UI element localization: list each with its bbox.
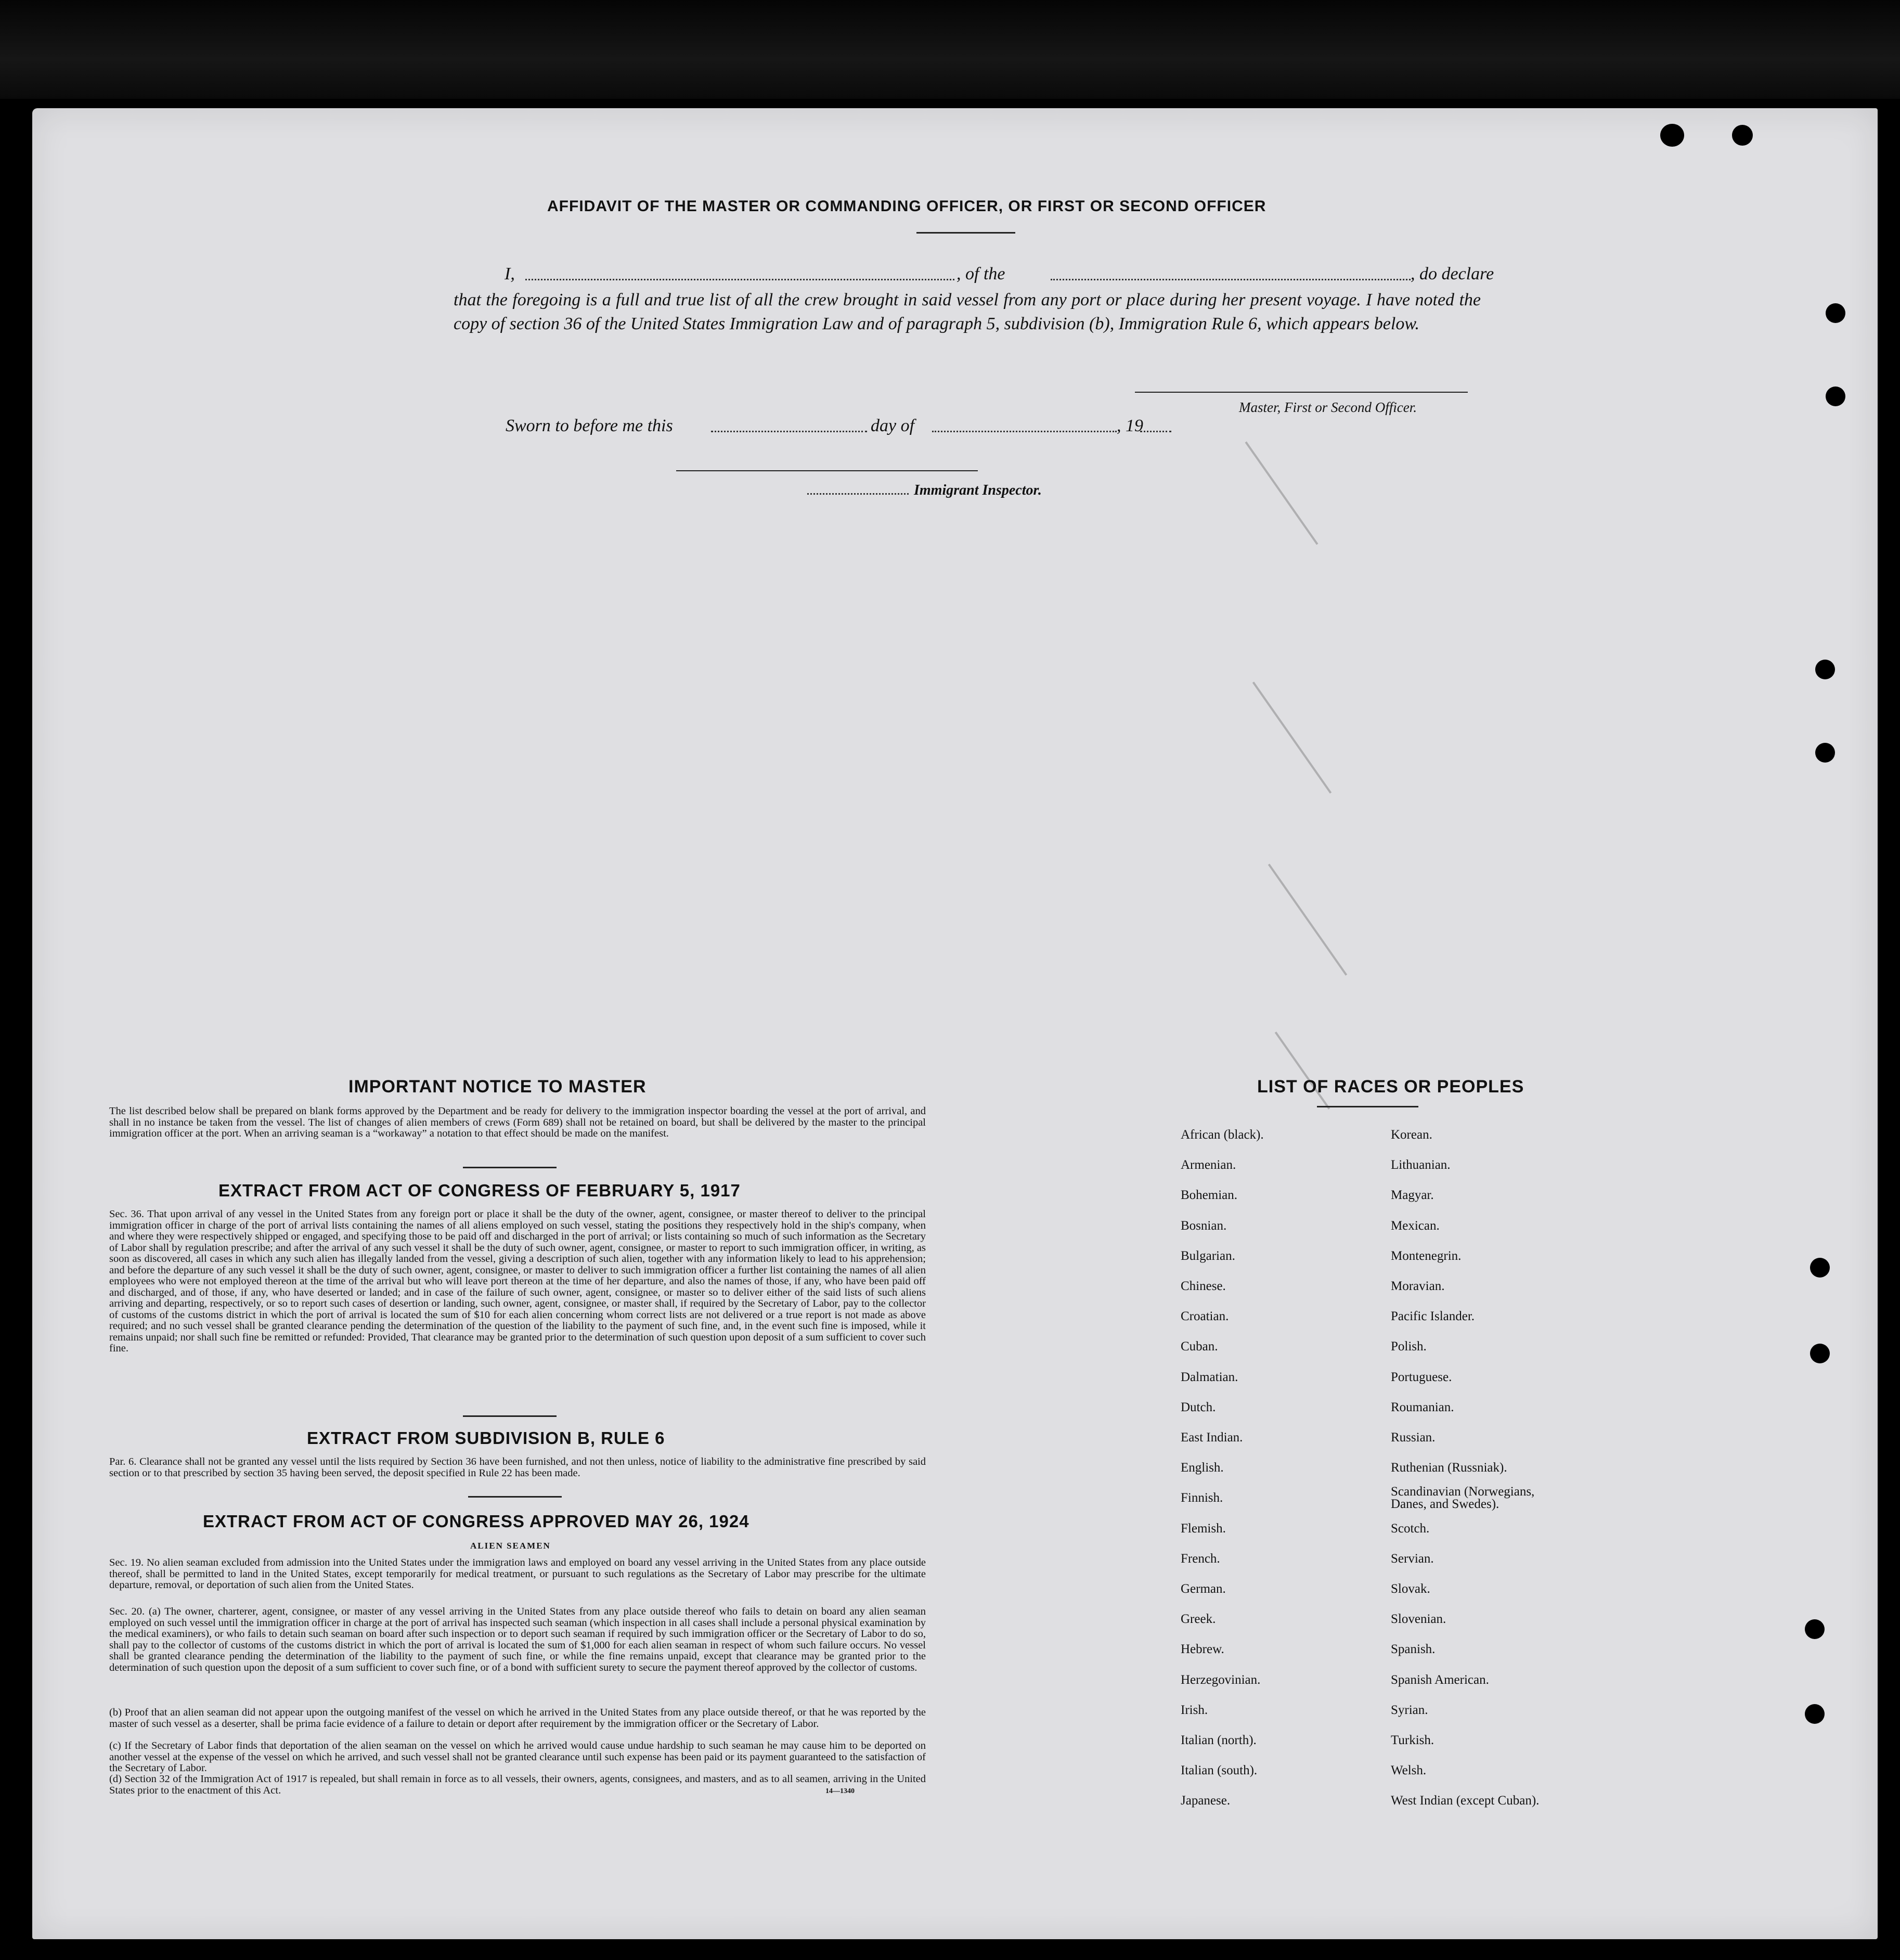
name-field[interactable] — [525, 279, 954, 280]
race-entry: Greek. — [1181, 1612, 1216, 1627]
notice-text: The list described below shall be prepared on blank forms approved by the Department and be ready for delivery to the immigration inspector boarding the vessel at the port of arrival, and shall in no instance be taken from the vessel. The list of changes of alien members of crews (Form 689) shall not be retained on board, but shall be delivered by the master to the principal immigration officer at the port. When an arriving seaman is a “workaway” a notation to that effect should be made on the manifest. — [109, 1105, 926, 1139]
race-entry: Portuguese. — [1391, 1370, 1452, 1384]
race-entry: East Indian. — [1181, 1430, 1243, 1445]
race-entry: West Indian (except Cuban). — [1391, 1794, 1540, 1808]
race-entry: Moravian. — [1391, 1279, 1445, 1293]
race-entry: Hebrew. — [1181, 1642, 1224, 1657]
form-number: 14—1340 — [825, 1787, 855, 1795]
extract-rule6-text: Par. 6. Clearance shall not be granted any vessel until the lists required by Section 36 have been furnished, and not then unless, notice of liability to the administrative fine prescribed by said section or to that prescribed by section 35 having been served, the deposit specified in Rule 22 has been made. — [109, 1456, 926, 1479]
extract-1924-p3: (b) Proof that an alien seaman did not appear upon the outgoing manifest of the vessel on which he arrived in the United States from any place outside thereof, or that he was reported by the master of such vessel as a deserter, shall be prima facie evidence of a failure to detain or deport after requirement by the immigration officer or the Secretary of Labor. — [109, 1707, 926, 1730]
section-divider — [468, 1496, 562, 1498]
race-entry: Armenian. — [1181, 1158, 1236, 1172]
race-entry: Italian (south). — [1181, 1763, 1258, 1778]
sworn-start: Sworn to before me this — [506, 416, 673, 435]
race-entry: Lithuanian. — [1391, 1158, 1451, 1172]
race-entry: Herzegovinian. — [1181, 1672, 1261, 1687]
punch-hole — [1810, 1258, 1830, 1278]
alien-seamen-subtitle: ALIEN SEAMEN — [470, 1541, 551, 1551]
race-entry: Dalmatian. — [1181, 1370, 1238, 1384]
race-entry: Croatian. — [1181, 1309, 1229, 1324]
race-entry: Irish. — [1181, 1703, 1208, 1717]
race-entry: Polish. — [1391, 1339, 1427, 1354]
section-divider — [463, 1415, 557, 1417]
punch-hole — [1805, 1619, 1825, 1639]
race-entry: Welsh. — [1391, 1763, 1427, 1778]
race-entry: Spanish. — [1391, 1642, 1436, 1657]
affidavit-body: that the foregoing is a full and true list of all the crew brought in said vessel from any port or place during her present voyage. I have noted the copy of section 36 of the United States Immigration Law and of paragraph 5, subdivision (b), Immigration Rule 6, which appears below. — [454, 290, 1481, 333]
race-entry: English. — [1181, 1461, 1224, 1475]
punch-hole — [1826, 386, 1845, 406]
race-entry: Syrian. — [1391, 1703, 1428, 1717]
sworn-year: , 19 — [1117, 416, 1143, 435]
race-entry: Spanish American. — [1391, 1672, 1489, 1687]
affidavit-line1-mid: , of the — [957, 264, 1005, 283]
extract-rule6-title: EXTRACT FROM SUBDIVISION B, RULE 6 — [307, 1428, 665, 1448]
punch-hole — [1810, 1344, 1830, 1363]
race-entry: Korean. — [1391, 1128, 1432, 1142]
punch-hole — [1805, 1704, 1825, 1724]
notice-title: IMPORTANT NOTICE TO MASTER — [348, 1077, 647, 1097]
race-entry: Scandinavian (Norwegians, Danes, and Swedes). — [1391, 1485, 1535, 1512]
bleed-through-mark — [1275, 1031, 1330, 1110]
extract-1924-p2: Sec. 20. (a) The owner, charterer, agent, consignee, or master of any vessel arriving in the United States from any place outside thereof who fails to detain on board any alien seaman employed on such vessel until the immigration officer in charge at the port of arrival has inspected such seaman (which inspection in all cases shall include a personal physical examination by the medical examiners), or who fails to detain such seaman on board after such inspection or to deport such seaman if required by such immigration officer or the Secretary of Labor to do so, shall pay to the collector of customs of the customs district in which the port of arrival is located the sum of $1,000 for each alien seaman in respect of whom such failure occurs. No vessel shall be granted clearance pending the determination of the liability to the payment of such fine, or while the fine remains unpaid, except that clearance may be granted prior to the determination of such question upon the deposit of a sum sufficient to cover such fine, or of a bond with sufficient surety to secure the payment thereof approved by the collector of customs. — [109, 1606, 926, 1673]
race-entry: Finnish. — [1181, 1491, 1223, 1505]
race-entry: Chinese. — [1181, 1279, 1226, 1293]
affidavit-title: AFFIDAVIT OF THE MASTER OR COMMANDING OFFICER, OR FIRST OR SECOND OFFICER — [547, 198, 1266, 215]
race-entry: Pacific Islander. — [1391, 1309, 1475, 1324]
race-entry: Turkish. — [1391, 1733, 1434, 1747]
inspector-label: Immigrant Inspector. — [914, 482, 1042, 498]
section-divider — [463, 1167, 557, 1168]
race-entry: Scotch. — [1391, 1521, 1430, 1536]
race-entry: Italian (north). — [1181, 1733, 1257, 1747]
race-entry: Servian. — [1391, 1551, 1434, 1566]
sworn-year-field[interactable] — [1140, 431, 1171, 432]
race-entry: Slovenian. — [1391, 1612, 1446, 1627]
document-page — [32, 108, 1878, 1939]
sworn-day-field[interactable] — [711, 431, 867, 432]
race-entry: Bosnian. — [1181, 1218, 1227, 1233]
race-entry: Mexican. — [1391, 1218, 1440, 1233]
punch-hole — [1815, 660, 1835, 679]
extract-1924-title: EXTRACT FROM ACT OF CONGRESS APPROVED MAY 26, 1924 — [203, 1512, 749, 1531]
extract-1924-p4: (c) If the Secretary of Labor finds that deportation of the alien seaman on the vessel on which he arrived would cause undue hardship to such seaman he may cause him to be deported on another vessel at the expense of the vessel on which he arrived, and such vessel shall not be granted clearance until such expense has been paid or its payment guaranteed to the satisfaction of the Secretary of Labor. — [109, 1740, 926, 1774]
inspector-signature-line[interactable] — [676, 470, 978, 471]
race-entry: Slovak. — [1391, 1582, 1430, 1596]
race-entry: French. — [1181, 1551, 1220, 1566]
affidavit-line1-start: I, — [505, 264, 515, 283]
inspector-dots — [807, 493, 909, 495]
affidavit-line1-end: , do declare — [1411, 264, 1494, 283]
race-entry: Dutch. — [1181, 1400, 1216, 1414]
punch-hole — [1660, 124, 1684, 147]
race-entry: Montenegrin. — [1391, 1248, 1462, 1263]
punch-hole — [1826, 303, 1845, 323]
vessel-field[interactable] — [1051, 279, 1411, 280]
races-title-underline — [1317, 1106, 1418, 1107]
race-entry: German. — [1181, 1582, 1226, 1596]
race-entry: Cuban. — [1181, 1339, 1218, 1354]
scanner-top-strip — [0, 0, 1900, 99]
extract-1917-title: EXTRACT FROM ACT OF CONGRESS OF FEBRUARY 5, 1917 — [218, 1181, 741, 1200]
race-entry: Magyar. — [1391, 1188, 1434, 1203]
race-entry: Roumanian. — [1391, 1400, 1454, 1414]
sworn-month-field[interactable] — [932, 431, 1117, 432]
races-title: LIST OF RACES OR PEOPLES — [1257, 1077, 1524, 1097]
punch-hole — [1732, 125, 1753, 146]
race-entry: Japanese. — [1181, 1794, 1231, 1808]
bleed-through-mark — [1245, 442, 1319, 545]
signature-line[interactable] — [1135, 392, 1468, 393]
extract-1924-p1: Sec. 19. No alien seaman excluded from admission into the United States under the immigration laws and employed on board any vessel arriving in the United States from any place outside thereof, shall be permitted to land in the United States, except temporarily for medical treatment, or pursuant to such regulations as the Secretary of Labor may prescribe for the ultimate departure, removal, or deportation of such alien from the United States. — [109, 1557, 926, 1591]
bleed-through-mark — [1268, 863, 1347, 975]
signature-label: Master, First or Second Officer. — [1239, 399, 1417, 415]
sworn-day-of: day of — [871, 416, 915, 435]
race-entry: Bohemian. — [1181, 1188, 1238, 1203]
title-underline — [916, 232, 1015, 234]
bleed-through-mark — [1252, 681, 1332, 793]
race-entry: Ruthenian (Russniak). — [1391, 1461, 1507, 1475]
race-entry: Flemish. — [1181, 1521, 1226, 1536]
race-entry: Bulgarian. — [1181, 1248, 1235, 1263]
race-entry: Russian. — [1391, 1430, 1436, 1445]
punch-hole — [1815, 743, 1835, 763]
extract-1917-text: Sec. 36. That upon arrival of any vessel in the United States from any foreign port or place it shall be the duty of the owner, agent, consignee, or master thereof to deliver to the principal immigration officer in charge of the port of arrival lists containing the names of all aliens employed on such vessel, stating the positions they respectively hold in the ship's company, when and where they were respectively shipped or engaged, and specifying those to be paid off and discharged in the port of arrival; or lists containing so much of such information as the Secretary of Labor shall by regulation prescribe; and after the arrival of any such vessel it shall be the duty of such owner, agent, consignee, or master to report to such immigration officer, in writing, as soon as discovered, all cases in which any such alien has illegally landed from the vessel, giving a description of such alien, together with any information likely to lead to his apprehension; and before the departure of any such vessel it shall be the duty of such owner, agent, consignee, or master to deliver to such immigration officer a further list containing the names of all alien employees who were not employed thereon at the time of the arrival but who will leave port thereon at the time of her departure, and also the names of those, if any, who have been paid off and discharged, and of those, if any, who have deserted or landed; and in case of the failure of such owner, agent, consignee, or master so to deliver either of the said lists of such aliens arriving and departing, respectively, or so to report such cases of desertion or landing, such owner, agent, consignee, or master shall, if required by the Secretary of Labor, pay to the collector of customs of the customs district in which the port of arrival is located the sum of $10 for each alien concerning whom correct lists are not delivered or a true report is not made as above required; and no such vessel shall be granted clearance pending the determination of the question of the liability to the payment of such fine, and, in the event such fine is imposed, while it remains unpaid; nor shall such fine be remitted or refunded: Provided, That clearance may be granted prior to the determination of such question upon deposit of a sum sufficient to cover such fine. — [109, 1208, 926, 1354]
extract-1924-p5: (d) Section 32 of the Immigration Act of 1917 is repealed, but shall remain in force as to all vessels, their owners, agents, consignees, and masters, and as to all seamen, arriving in the United States prior to the enactment of this Act. — [109, 1773, 926, 1796]
race-entry: African (black). — [1181, 1128, 1264, 1142]
